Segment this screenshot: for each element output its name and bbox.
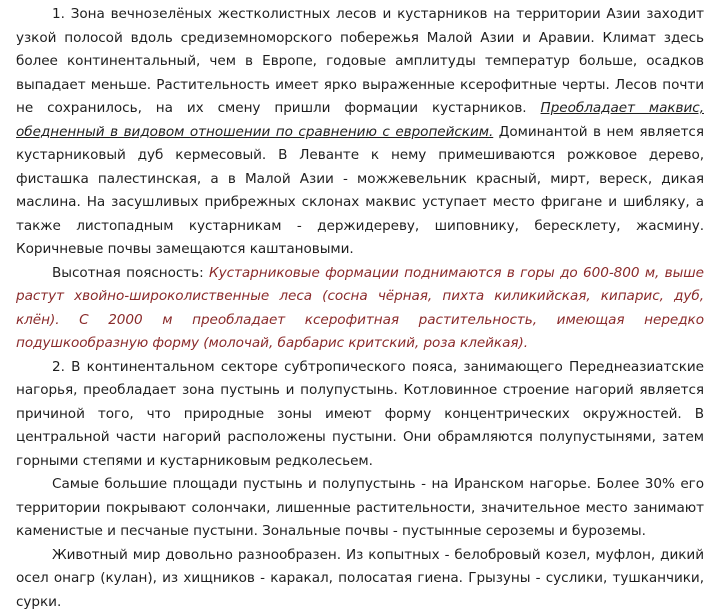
paragraph-evergreen-zone xyxy=(16,3,704,262)
paragraph-text: Доминантой в нем является кустарниковый дуб кермесовый. В Леванте к нему примешиваются рожковое дерево, фисташка палестинская, а в Малой Азии - можжевельник красный, мирт, вереск, дикая маслина. На засушливых прибрежных склонах маквис уступает место фригане и шибляку, а также листопадным кустарникам - держидереву, шиповнику, бересклету, жасмину. Коричневые почвы замещаются каштановыми. xyxy=(16,124,704,258)
paragraph-iranian-plateau: Самые большие площади пустынь и полупустынь - на Иранском нагорье. Более 30% его территории покрывают солончаки, лишенные растительности, значительное место занимают каменистые и песчаные пустыни. Зональные почвы - пустынные сероземы и буроземы. xyxy=(16,473,704,544)
paragraph-fauna: Животный мир довольно разнообразен. Из копытных - белобровый козел, муфлон, дикий осел онагр (кулан), из хищников - каракал, полосатая гиена. Грызуны - суслики, тушканчики, сурки. xyxy=(16,544,704,614)
paragraph-continental-sector: 2. В континентальном секторе субтропического пояса, занимающего Переднеазиатские нагорья, преобладает зона пустынь и полупустынь. Котловинное строение нагорий является причиной того, что природные зоны имеют форму концентрических окружностей. В центральной части нагорий расположены пустыни. Они обрамляются полупустынями, затем горными степями и кустарниковым редколесьем. xyxy=(16,356,704,474)
paragraph-text: 1. Зона вечнозелёных жестколистных лесов и кустарников на территории Азии заходит узкой полосой вдоль средиземноморского побережья Малой Азии и Аравии. Климат здесь более континентальный, чем в Европе, годовые амплитуды температур больше, осадков выпадает меньше. Растительность имеет ярко выраженные ксерофитные черты. Лесов почти не сохранилось, на их смену пришли формации кустарников. xyxy=(16,6,704,116)
paragraph-lead: Высотная поясность: xyxy=(52,265,204,281)
emphasis-underlined: Преобладает маквис, обедненный в видовом отношении по сравнению с европейским. xyxy=(16,100,704,140)
paragraph-altitude-zonation xyxy=(16,262,704,356)
emphasis-italic-red: Кустарниковые формации поднимаются в горы до 600-800 м, выше растут хвойно-широколиственные леса (сосна чёрная, пихта киликийская, кипарис, дуб, клён). С 2000 м преобладает ксерофитная растительность, имеющая нередко подушкообразную форму (молочай, барбарис критский, роза клейкая). xyxy=(16,265,704,352)
